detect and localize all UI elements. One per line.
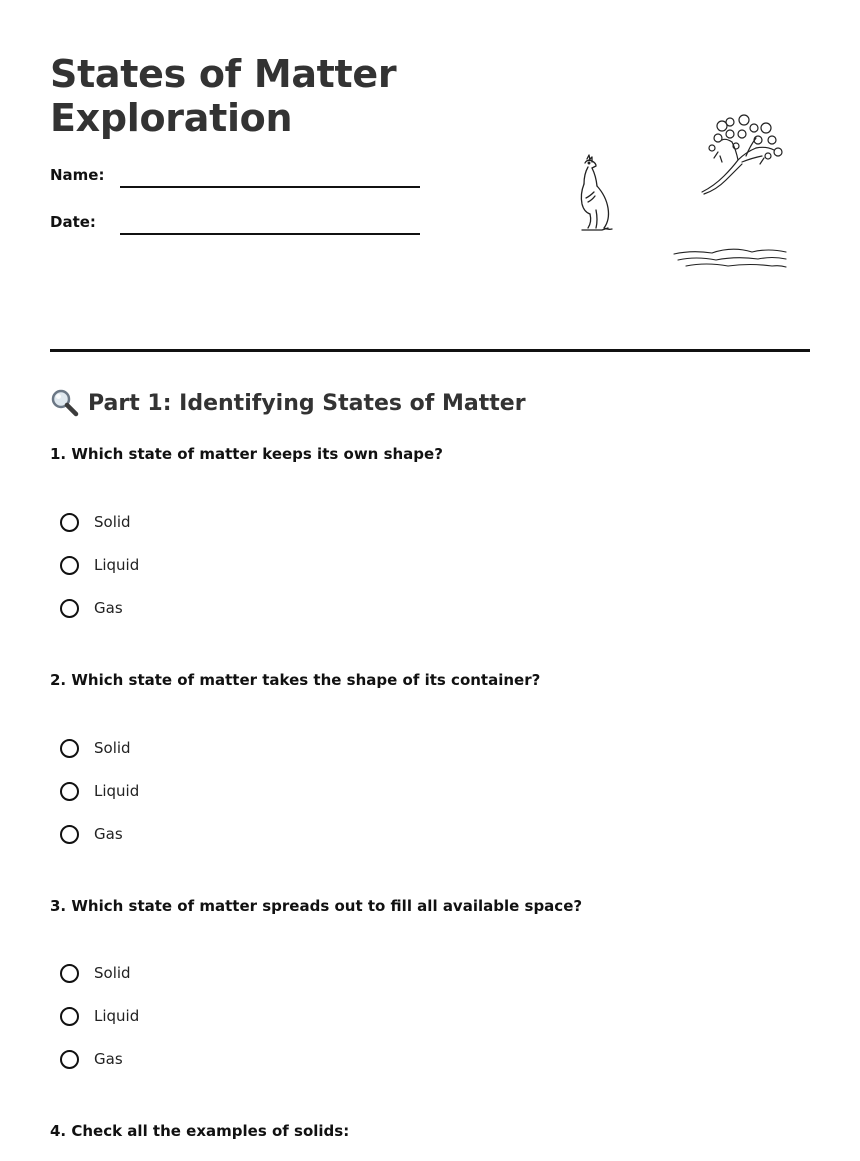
question-3: 3. Which state of matter spreads out to fill all available space? <box>50 897 583 915</box>
tree-icon <box>696 112 788 198</box>
option-label: Gas <box>94 599 123 617</box>
q1-option-gas[interactable] <box>60 595 123 621</box>
radio-button[interactable] <box>60 599 79 618</box>
radio-button[interactable] <box>60 1050 79 1069</box>
part1-title: Part 1: Identifying States of Matter <box>88 390 526 416</box>
radio-button[interactable] <box>60 513 79 532</box>
q3-option-solid[interactable] <box>60 960 131 986</box>
kangaroo-icon <box>572 152 622 236</box>
date-field[interactable] <box>120 233 420 235</box>
radio-button[interactable] <box>60 964 79 983</box>
water-icon <box>672 244 790 274</box>
q3-option-gas[interactable] <box>60 1046 123 1072</box>
magnifying-glass-icon <box>50 388 80 418</box>
radio-button[interactable] <box>60 739 79 758</box>
name-label: Name: <box>50 166 105 184</box>
date-label: Date: <box>50 213 96 231</box>
part1-heading <box>50 388 526 418</box>
q3-option-liquid[interactable] <box>60 1003 139 1029</box>
option-label: Liquid <box>94 782 140 800</box>
radio-button[interactable] <box>60 556 79 575</box>
radio-button[interactable] <box>60 825 79 844</box>
option-label: Solid <box>94 513 131 531</box>
option-label: Gas <box>94 825 123 843</box>
page-title <box>50 52 396 140</box>
title-line-1: States of Matter <box>50 52 397 96</box>
section-divider <box>50 349 810 352</box>
option-label: Liquid <box>94 1007 140 1025</box>
option-label: Solid <box>94 739 131 757</box>
q1-option-solid[interactable] <box>60 509 131 535</box>
option-label: Solid <box>94 964 131 982</box>
q2-option-gas[interactable] <box>60 821 123 847</box>
question-1: 1. Which state of matter keeps its own shape? <box>50 445 443 463</box>
radio-button[interactable] <box>60 1007 79 1026</box>
radio-button[interactable] <box>60 782 79 801</box>
question-4: 4. Check all the examples of solids: <box>50 1122 350 1140</box>
option-label: Gas <box>94 1050 123 1068</box>
q2-option-liquid[interactable] <box>60 778 139 804</box>
name-field[interactable] <box>120 186 420 188</box>
q1-option-liquid[interactable] <box>60 552 139 578</box>
q2-option-solid[interactable] <box>60 735 131 761</box>
question-2: 2. Which state of matter takes the shape of its container? <box>50 671 541 689</box>
title-line-2: Exploration <box>50 96 293 140</box>
option-label: Liquid <box>94 556 140 574</box>
